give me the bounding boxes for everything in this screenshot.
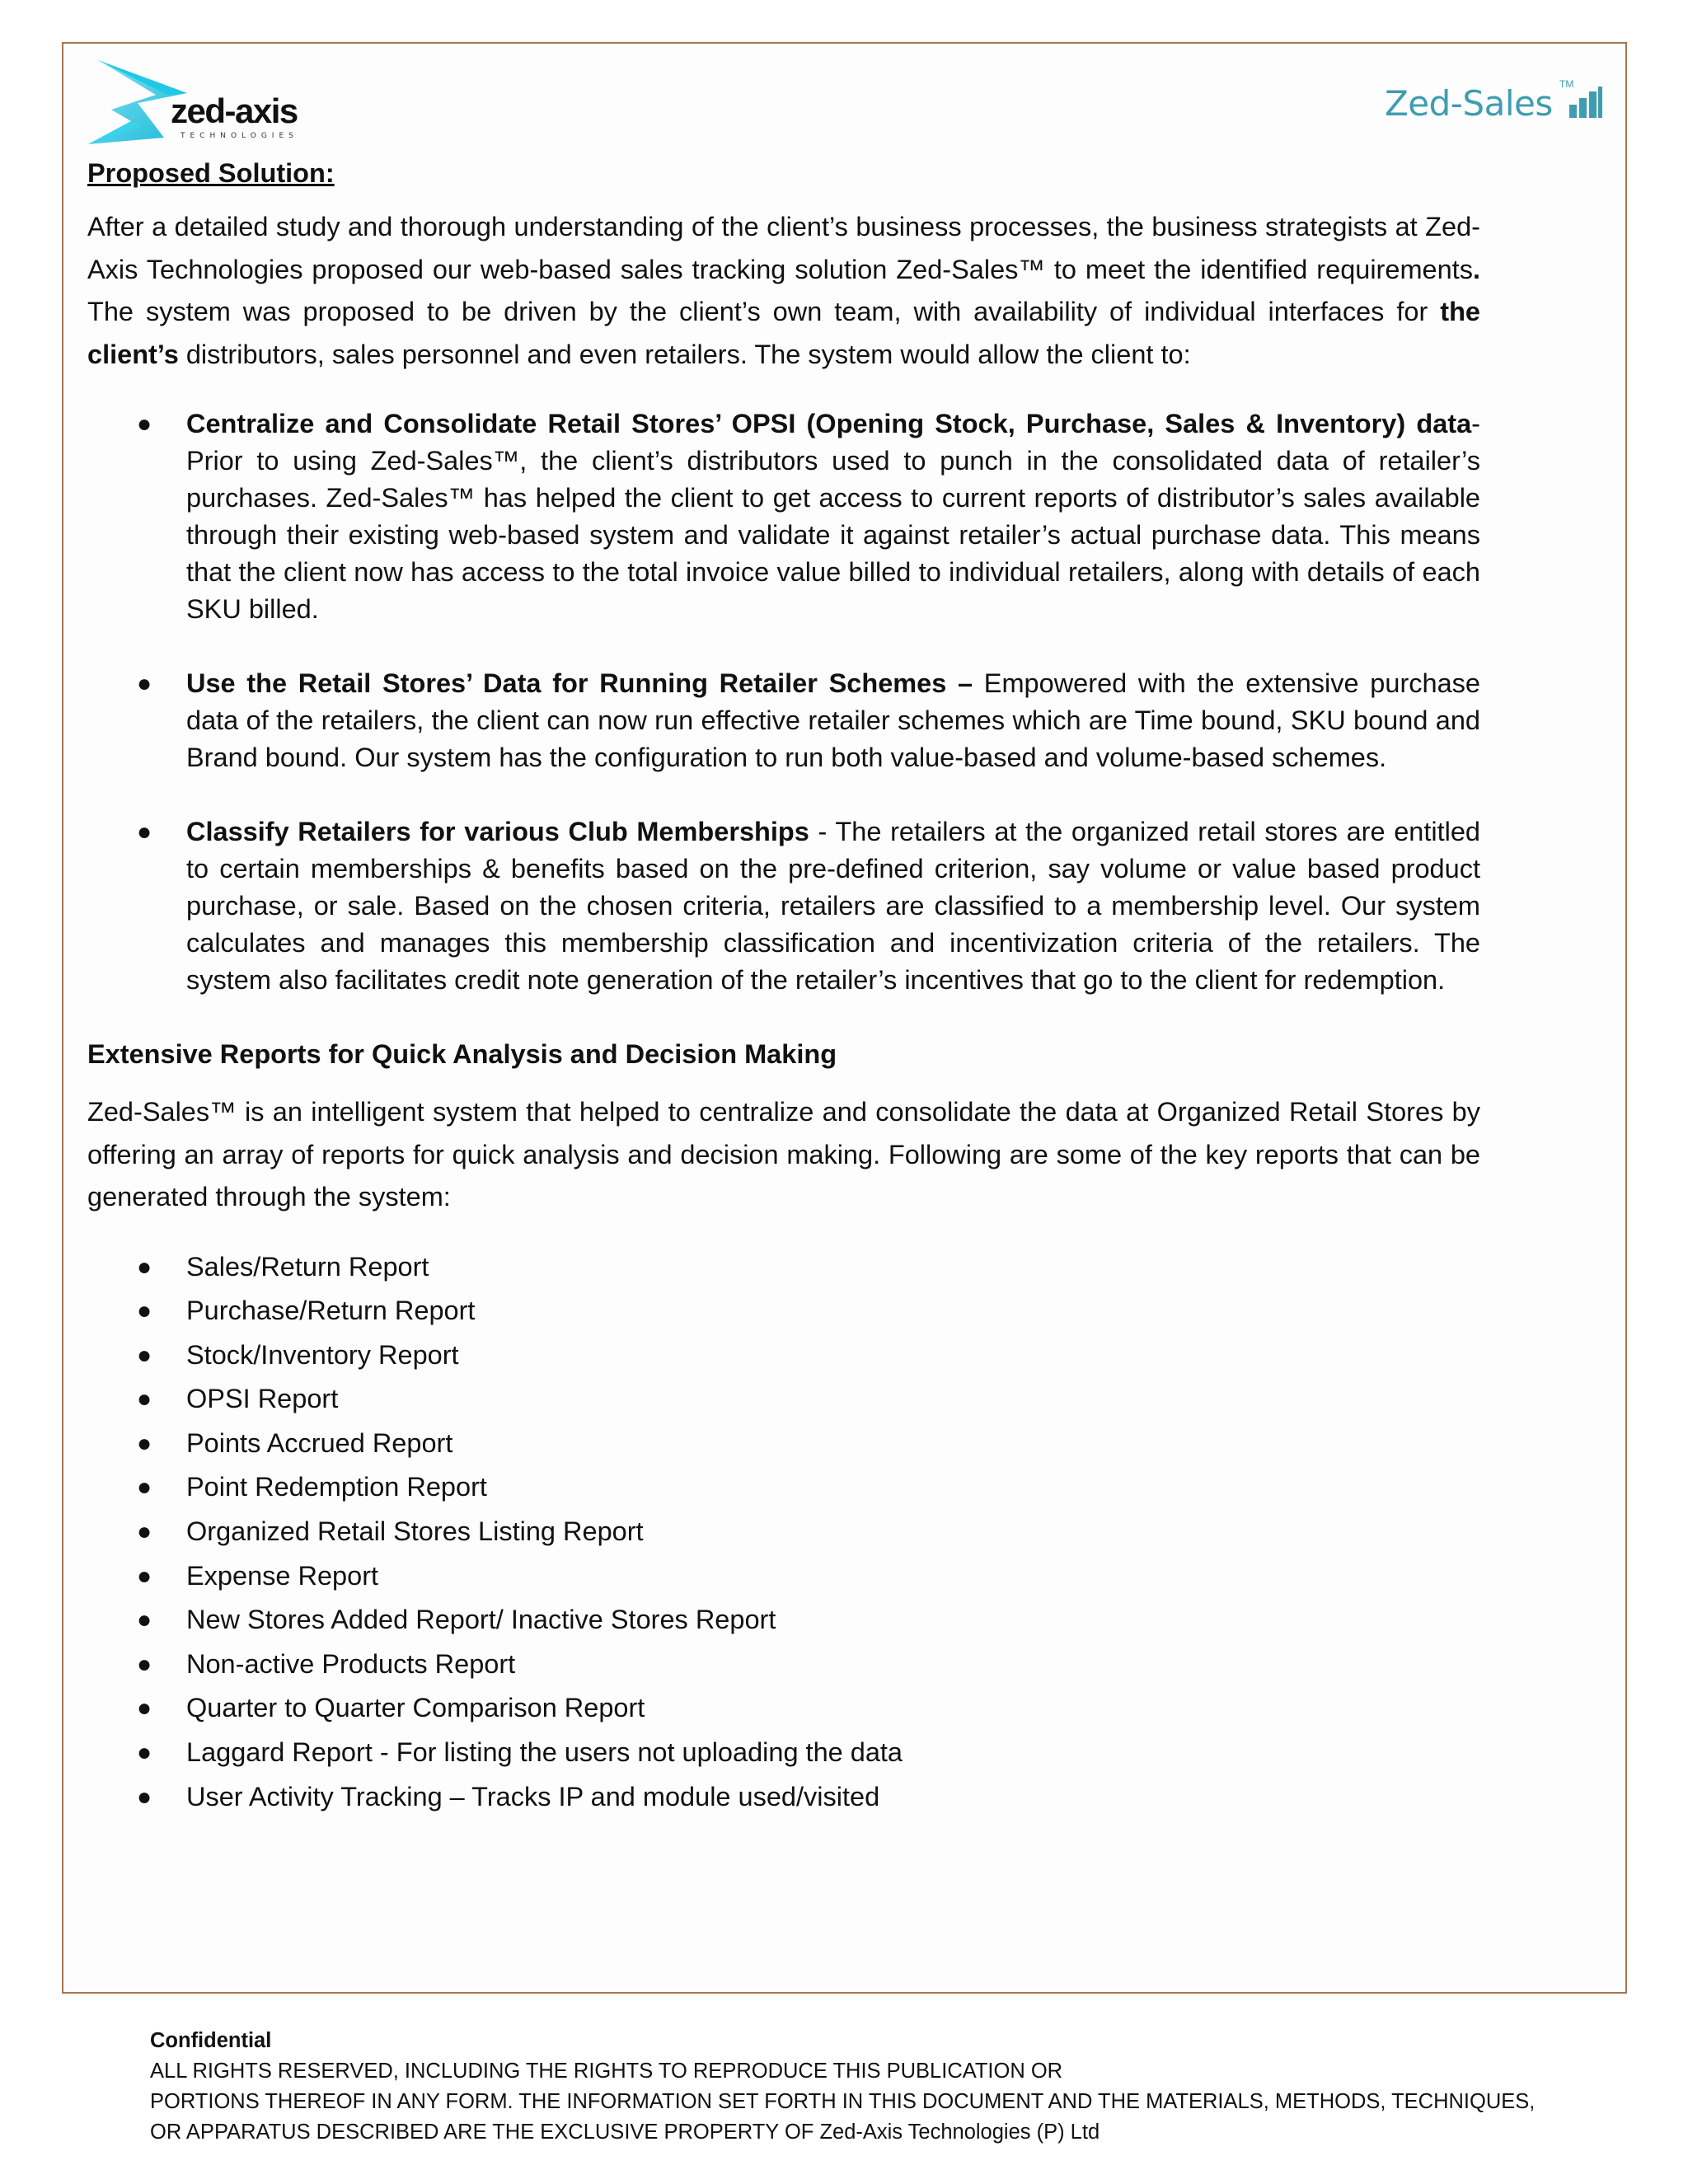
intro-bold-period: .	[1472, 254, 1480, 284]
list-item	[87, 1333, 1480, 1378]
list-item	[87, 1289, 1480, 1333]
intro-text-3: distributors, sales personnel and even retailers. The system would allow the client to:	[178, 339, 1191, 369]
report-name: Point Redemption Report	[186, 1472, 487, 1502]
proposed-solution-intro	[87, 206, 1480, 376]
list-item	[87, 1377, 1480, 1422]
report-name: Purchase/Return Report	[186, 1296, 476, 1326]
reports-intro: Zed-Sales™ is an intelligent system that helped to centralize and consolidate the data at Organized Retail Stores by offering an array of reports for quick analysis and decision making. Following are some of the key reports that can be generated through the system:	[87, 1097, 1480, 1212]
report-name: New Stores Added Report/ Inactive Stores Report	[186, 1605, 776, 1635]
zed-axis-logo-subtext: TECHNOLOGIES	[181, 132, 298, 140]
footer-line: PORTIONS THEREOF IN ANY FORM. THE INFORMATION SET FORTH IN THIS DOCUMENT AND THE MATERIALS, METHODS, TECHNIQUES,	[150, 2090, 1536, 2113]
bullet-icon: ●	[137, 1650, 152, 1678]
report-name: Stock/Inventory Report	[186, 1339, 459, 1370]
zed-sales-logo-text: Zed-Sales	[1385, 83, 1553, 124]
bullet-icon: ●	[137, 1341, 152, 1369]
zed-sales-logo-tm: TM	[1559, 78, 1574, 90]
list-item	[87, 1598, 1480, 1643]
bullet-icon: ●	[137, 1253, 152, 1281]
bullet-icon: ●	[137, 1562, 152, 1590]
bullet-icon: ●	[137, 1694, 152, 1722]
intro-text-1: After a detailed study and thorough understanding of the client’s business processes, the business strategists at Zed-Axis Technologies proposed our web-based sales tracking solution Zed-Sales™ to meet the identified requirements	[87, 212, 1480, 284]
report-name: Organized Retail Stores Listing Report	[186, 1516, 644, 1547]
list-item	[87, 813, 1480, 999]
list-item	[87, 1510, 1480, 1554]
list-item	[87, 1731, 1480, 1775]
footer-line: OR APPARATUS DESCRIBED ARE THE EXCLUSIVE PROPERTY OF Zed-Axis Technologies (P) Ltd	[150, 2121, 1100, 2144]
report-name: Sales/Return Report	[186, 1251, 429, 1282]
report-name: Laggard Report - For listing the users not uploading the data	[186, 1737, 903, 1768]
bullet-icon: ●	[137, 1297, 152, 1325]
zed-sales-logo	[1385, 78, 1615, 133]
bullet-text: Empowered with the extensive purchase data of the retailers, the client can now run effective retailer schemes which are Time bound, SKU bound and Brand bound. Our system has the configuration to run both value-based and volume-based schemes.	[186, 668, 1480, 772]
bullet-icon: ●	[137, 1783, 152, 1811]
document-body	[87, 157, 1480, 1819]
bullet-icon: ●	[137, 1429, 152, 1457]
reports-heading: Extensive Reports for Quick Analysis and Decision Making	[87, 1039, 837, 1069]
bullet-title: Centralize and Consolidate Retail Stores’ OPSI (Opening Stock, Purchase, Sales & Inventory) data	[186, 409, 1472, 438]
bullet-title: Use the Retail Stores’ Data for Running Retailer Schemes –	[186, 668, 973, 698]
confidential-label: Confidential	[150, 2029, 272, 2052]
reports-list	[87, 1245, 1480, 1820]
list-item	[87, 665, 1480, 776]
bullet-text: - Prior to using Zed-Sales™, the client’s distributors used to punch in the consolidated data of retailer’s purchases. Zed-Sales™ has helped the client to get access to current reports of distributor’s sales available through their existing web-based system and validate it against retailer’s actual purchase data. This means that the client now has access to the total invoice value billed to individual retailers, along with details of each SKU billed.	[186, 409, 1480, 624]
list-item	[87, 405, 1480, 628]
list-spacer	[87, 628, 1480, 665]
bullet-icon: ●	[137, 1474, 152, 1502]
proposed-solution-heading: Proposed Solution:	[87, 158, 335, 188]
list-item	[87, 1775, 1480, 1820]
list-item	[87, 1686, 1480, 1731]
report-name: Expense Report	[186, 1560, 379, 1591]
list-item	[87, 1554, 1480, 1599]
solution-bullet-list	[87, 405, 1480, 999]
bullet-text: - The retailers at the organized retail stores are entitled to certain memberships & benefits based on the pre-defined criterion, say volume or value based product purchase, or sale. Based on the chosen criteria, retailers are classified to a membership level. Our system calculates and manages this membership classification and incentivization criteria of the retailers. The system also facilitates credit note generation of the retailer’s incentives that go to the client for redemption.	[186, 817, 1480, 995]
bullet-icon: ●	[137, 818, 152, 846]
zed-axis-logo-mark-icon	[88, 52, 360, 151]
intro-text-2: The system was proposed to be driven by the client’s own team, with availability of individual interfaces for	[87, 297, 1441, 326]
list-item	[87, 1643, 1480, 1687]
zed-axis-logo	[88, 52, 360, 151]
list-item	[87, 1422, 1480, 1466]
report-name: Quarter to Quarter Comparison Report	[186, 1693, 645, 1723]
footer	[150, 2026, 1601, 2148]
list-spacer	[87, 776, 1480, 813]
bullet-title: Classify Retailers for various Club Memberships	[186, 817, 809, 846]
report-name: User Activity Tracking – Tracks IP and module used/visited	[186, 1781, 880, 1811]
intro-bold-client: the client’s	[87, 297, 1480, 369]
report-name: Non-active Products Report	[186, 1648, 516, 1679]
bullet-icon: ●	[137, 670, 152, 697]
zed-axis-logo-text: zed-axis	[171, 91, 298, 130]
bullet-icon: ●	[137, 1739, 152, 1767]
bullet-icon: ●	[137, 410, 152, 438]
bullet-icon: ●	[137, 1518, 152, 1546]
bar-chart-icon	[1568, 87, 1604, 120]
bullet-icon: ●	[137, 1606, 152, 1634]
list-item	[87, 1465, 1480, 1510]
bullet-icon: ●	[137, 1385, 152, 1413]
list-item	[87, 1245, 1480, 1290]
report-name: OPSI Report	[186, 1384, 339, 1414]
report-name: Points Accrued Report	[186, 1427, 453, 1458]
footer-line: ALL RIGHTS RESERVED, INCLUDING THE RIGHTS TO REPRODUCE THIS PUBLICATION OR	[150, 2060, 1063, 2083]
